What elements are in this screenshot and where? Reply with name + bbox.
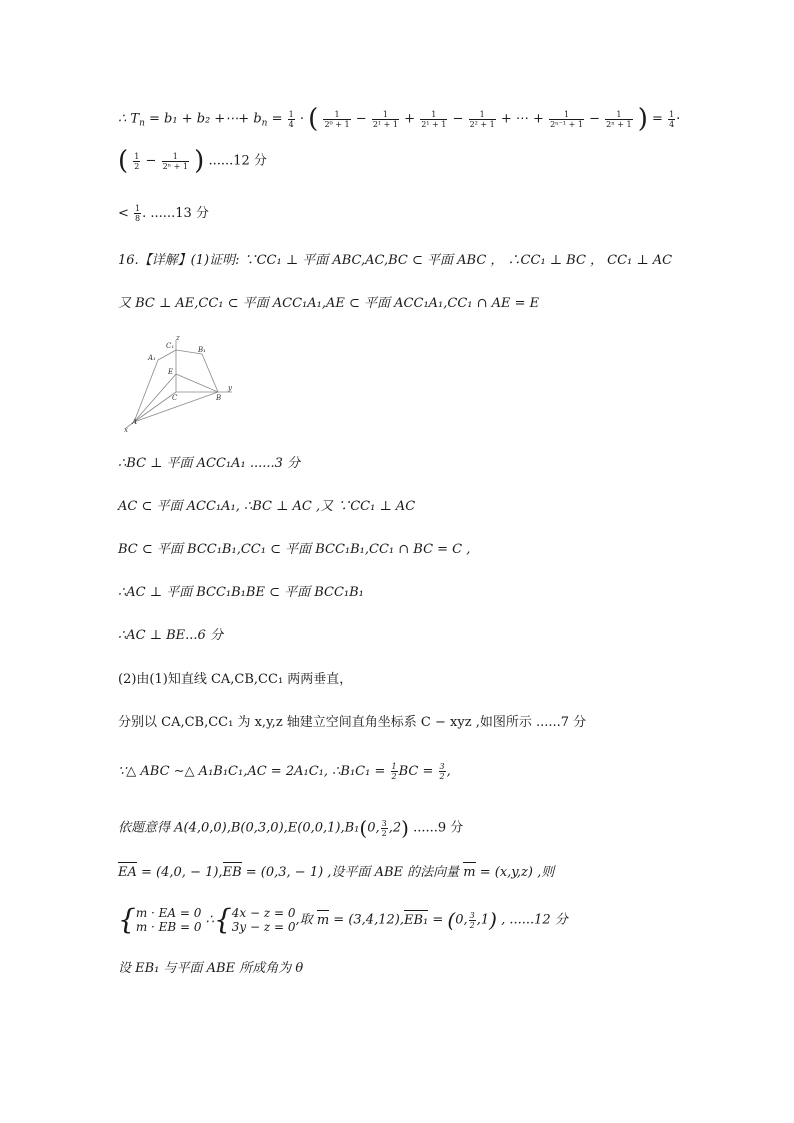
paren-close-2: ) <box>194 146 205 176</box>
vector-m-2: m <box>316 912 330 928</box>
system-2: 4x − z = 0 3y − z = 0 <box>231 906 296 934</box>
end-eq: = <box>652 111 663 127</box>
part-2-intro: (2)由(1)知直线 CA,CB,CC₁ 两两垂直， <box>118 672 353 687</box>
term-1: $\frac{1}{\text{2¹ + 1}}$ <box>372 109 398 129</box>
label-A: A <box>132 418 138 426</box>
proof-line-8: BC ⊂ 平面 BCC₁B₁,CC₁ ⊂ 平面 BCC₁B₁,CC₁ ∩ BC = C , <box>118 542 471 557</box>
term-0: $\frac{1}{\text{2⁰ + 1}}$ <box>324 109 350 129</box>
bc-text: BC = <box>398 764 434 779</box>
label-E: E <box>168 368 174 376</box>
problem-16-line: 16.【详解】(1)证明: ∵CC₁ ⊥ 平面 ABC,AC,BC ⊂ 平面 ABC ， ∴CC₁ ⊥ BC ， CC₁ ⊥ AC <box>118 253 673 268</box>
label-C: C <box>172 394 178 402</box>
points-text: 依题意得 A(4,0,0),B(0,3,0),E(0,0,1),B₁ <box>118 820 360 836</box>
vector-m: m <box>463 865 476 880</box>
coordinate-setup: 分别以 CA,CB,CC₁ 为 x,y,z 轴建立空间直角坐标系 C − xyz ,如图所示 ......7 分 <box>118 715 587 730</box>
eb-value: = (0,3, − 1) ,设平面 ABE 的法向量 <box>245 865 460 880</box>
proof-line-7: AC ⊂ 平面 ACC₁A₁, ∴BC ⊥ AC ,又 ∵CC₁ ⊥ AC <box>118 499 416 514</box>
label-z: z <box>176 334 180 342</box>
tail-1: $\frac{1}{\text{2ⁿ + 1}}$ <box>606 109 632 129</box>
similar-triangles-line <box>118 762 451 781</box>
proof-line-10: ∴AC ⊥ BE...6 分 <box>118 628 223 643</box>
term-2: $\frac{1}{\text{2¹ + 1}}$ <box>421 109 447 129</box>
inequality-line <box>118 204 209 223</box>
b1-z: ,2 <box>388 820 402 836</box>
paren-close: ) <box>637 104 648 134</box>
angle-line: 设 EB₁ 与平面 ABE 所成角为 θ <box>118 961 304 976</box>
less-than: < <box>118 206 129 221</box>
edge-A1-C1 <box>158 350 176 360</box>
label-C1: C₁ <box>166 342 175 350</box>
ellipsis: + ⋯ + <box>500 111 544 127</box>
score-12: ......12 分 <box>208 153 267 169</box>
label-y: y <box>228 384 232 392</box>
normal-value: = (x,y,z) ,则 <box>479 865 555 880</box>
edge-A-C <box>134 392 176 422</box>
paren-open: ( <box>308 104 319 134</box>
half-bc-fraction: $\frac{1}{2}$ <box>391 762 397 781</box>
end-dot: · <box>676 111 681 127</box>
three-halves: $\frac{3}{2}$ <box>439 762 445 781</box>
b1-y-fraction: $\frac{3}{2}$ <box>381 818 387 838</box>
proof-line-5: 又 BC ⊥ AE,CC₁ ⊂ 平面 ACC₁A₁,AE ⊂ 平面 ACC₁A₁,CC₁ ∩ AE = E <box>118 296 540 311</box>
eb1-y-fraction: $\frac{3}{2}$ <box>469 910 475 930</box>
paren-open-2: ( <box>118 146 129 176</box>
sum-expression-line: ∴ $T_n = b_1 + b_2$ +⋯+ $b_n$ = $\frac{1}{4}$ · ( $\frac{1}{\text{2⁰ + 1}}$ − $\frac{1}{\text{2¹ + 1}}$ + $\frac{1}{\text{2¹ + 1}}$ − $\frac{1}{\text{2² + 1}}$ + ⋯ + $\frac{1}{\text{2ⁿ⁻¹ + 1}}$ − $\frac{1}{\text{2ⁿ + 1}}$ ) = $\frac{1}{4}$ · <box>118 104 681 134</box>
system-1: m · EA = 0 m · EB = 0 <box>135 906 202 934</box>
term-3: $\frac{1}{\text{2² + 1}}$ <box>469 109 495 129</box>
eb1-z: ,1 <box>476 912 490 928</box>
score-13: . ......13 分 <box>142 206 209 221</box>
m-value: = (3,4,12), <box>333 912 404 928</box>
tn-lead: ∴ T <box>118 111 140 127</box>
label-B1: B₁ <box>198 346 206 354</box>
points-line: 依题意得 A(4,0,0),B(0,3,0),E(0,0,1),B₁(0, $\frac{3}{2}$ ,2) ......9 分 <box>118 816 464 840</box>
score-12b: , ......12 分 <box>501 912 568 928</box>
similar-text: ∵△ ABC ∼△ A₁B₁C₁,AC = 2A₁C₁, ∴B₁C₁ = <box>118 764 386 779</box>
therefore: ∴ <box>205 912 214 928</box>
term-2-sign: + <box>404 111 416 127</box>
eb1-x: 0, <box>455 912 468 928</box>
label-A1: A₁ <box>148 354 156 362</box>
brace-2: { <box>213 903 232 936</box>
label-x: x <box>124 426 128 434</box>
tn-sum: = b₁ + b₂ +⋯+ b <box>149 111 262 127</box>
term-1-sign: − <box>355 111 367 127</box>
brace-1: { <box>118 903 136 936</box>
bracket-expression-line <box>118 148 267 174</box>
vectors-line <box>118 864 554 882</box>
eb1-eq: = <box>432 912 444 928</box>
tail-1-sign: − <box>589 111 600 127</box>
dot-operator: · <box>299 111 304 127</box>
vector-eb1: EB₁ <box>403 912 429 928</box>
tail-0: $\frac{1}{\text{2ⁿ⁻¹ + 1}}$ <box>550 109 583 129</box>
term-3-sign: − <box>452 111 464 127</box>
b1-x: 0, <box>367 820 380 836</box>
ea-value: = (4,0, − 1), <box>141 865 223 880</box>
proof-line-9: ∴AC ⊥ 平面 BCC₁B₁BE ⊂ 平面 BCC₁B₁ <box>118 585 364 600</box>
take-text: ,取 <box>295 912 313 928</box>
score-9: ......9 分 <box>413 820 464 836</box>
prism-figure <box>118 332 238 434</box>
quarter-fraction: $\frac{1}{4}$ <box>288 109 294 129</box>
power-fraction: $\frac{1}{\text{2ⁿ + 1}}$ <box>162 151 189 171</box>
vector-eb: EB <box>222 865 242 880</box>
edge-A1-A <box>134 360 158 422</box>
vector-ea: EA <box>118 865 137 880</box>
proof-line-6: ∴BC ⊥ 平面 ACC₁A₁ ......3 分 <box>118 456 301 471</box>
normal-vector-line: { m · EA = 0 m · EB = 0 ∴{ 4x − z = 0 3y − z = 0 ,取 m = (3,4,12),EB₁ = (0, $\frac{3}{2}$ ,1) , ......12 分 <box>118 903 568 936</box>
label-B: B <box>216 394 222 402</box>
comma: , <box>446 764 451 779</box>
minus-sign: − <box>145 153 157 169</box>
half-fraction: $\frac{1}{2}$ <box>134 151 140 171</box>
eighth-fraction: $\frac{1}{8}$ <box>135 204 141 223</box>
end-quarter: $\frac{1}{4}$ <box>669 109 675 129</box>
tn-eq: = <box>271 111 283 127</box>
